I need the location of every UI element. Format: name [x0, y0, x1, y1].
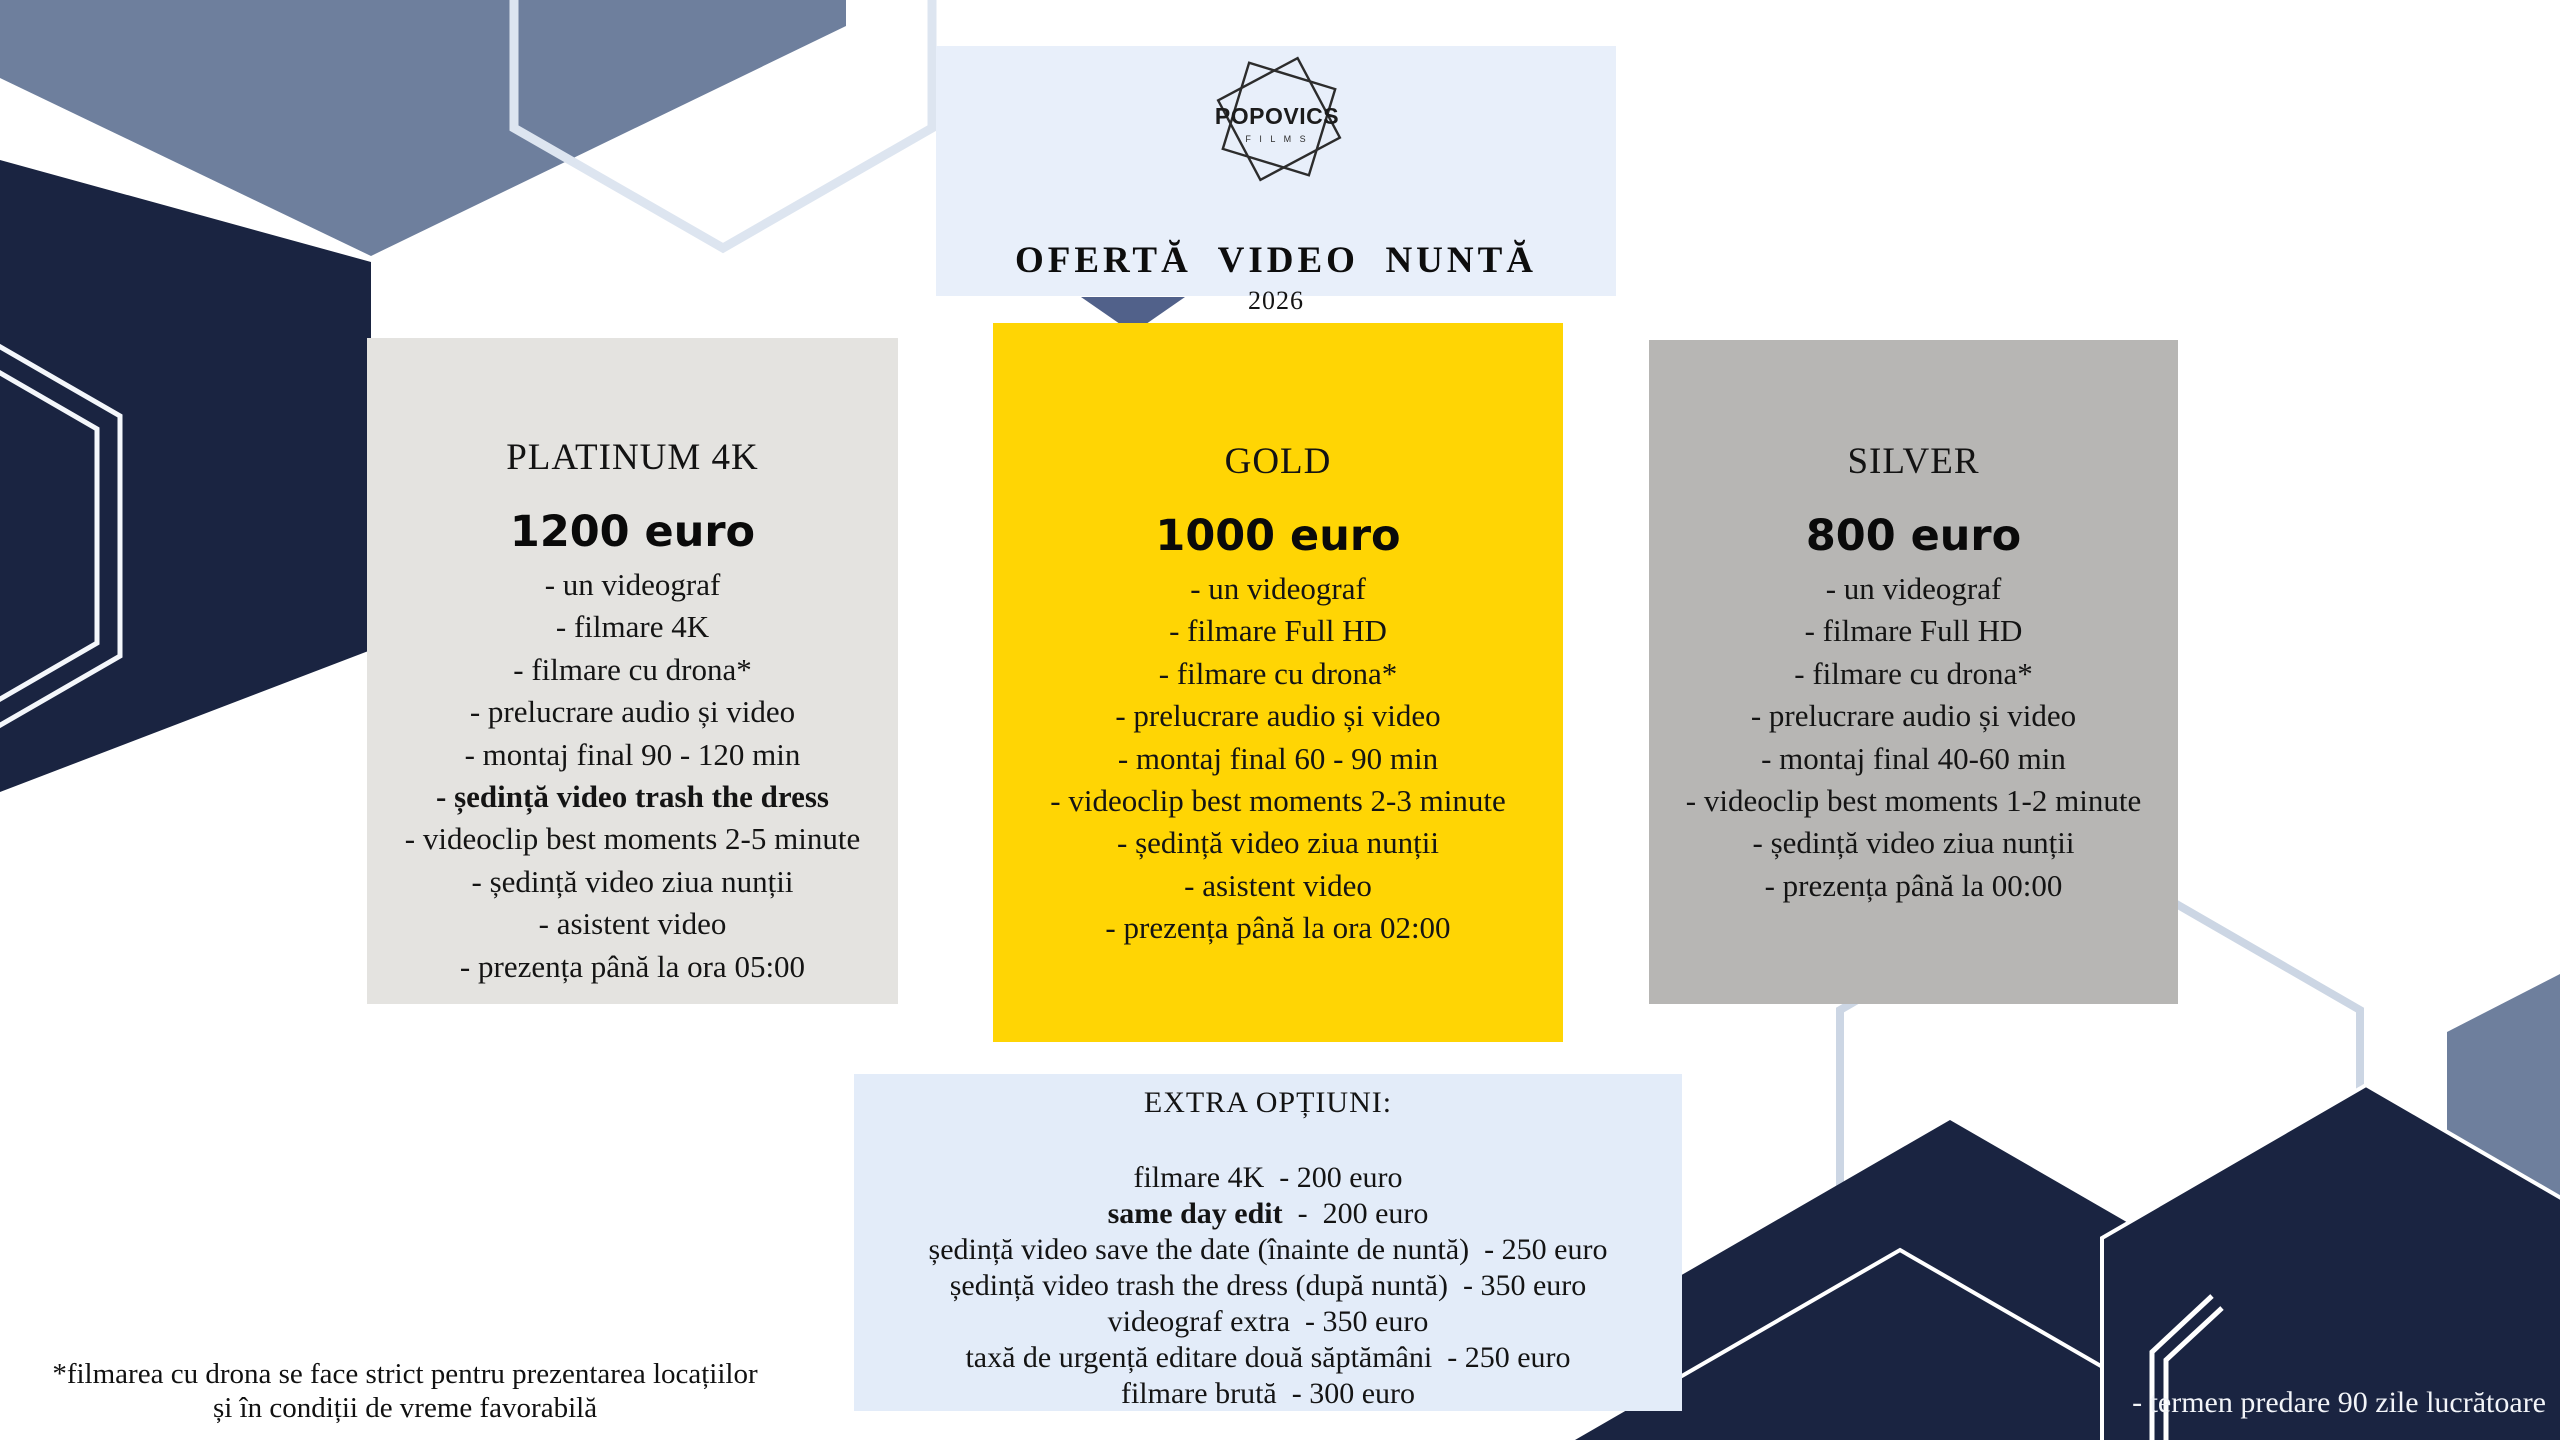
package-feature: - asistent video [1184, 867, 1372, 903]
package-feature: - prezența până la 00:00 [1764, 867, 2063, 903]
extra-option-label: videograf extra [1107, 1305, 1291, 1338]
package-feature: - prezența până la ora 02:00 [1105, 910, 1451, 946]
delivery-term-note: - termen predare 90 zile lucrătoare [2132, 1386, 2546, 1419]
package-feature: - ședință video ziua nunții [1752, 825, 2075, 861]
package-feature: - prezența până la ora 05:00 [459, 948, 806, 984]
extra-option [854, 1160, 1682, 1196]
package-feature: - ședință video ziua nunții [1117, 825, 1439, 861]
extra-option-price: - 200 euro [1264, 1161, 1403, 1194]
package-feature-list [367, 564, 898, 988]
navy-hexagon-left [0, 160, 371, 792]
package-feature: - videoclip best moments 2-3 minute [1050, 783, 1506, 819]
package-card-gold [993, 323, 1563, 1042]
offer-year: 2026 [1248, 286, 1304, 315]
extra-option-label: same day edit [1107, 1197, 1283, 1230]
extra-option-label: filmare 4K [1133, 1161, 1265, 1194]
package-feature: - filmare Full HD [1804, 613, 2023, 649]
package-name: GOLD [1224, 441, 1332, 482]
package-card-platinum [367, 338, 898, 1004]
package-feature: - filmare cu drona* [1158, 655, 1398, 691]
extra-option [854, 1268, 1682, 1304]
package-price: 1200 euro [509, 507, 756, 557]
logo-sub-text: F I L M S [1245, 134, 1309, 144]
package-feature: - prelucrare audio și video [469, 694, 796, 730]
extra-option-label: filmare brută [1120, 1377, 1277, 1410]
extra-option-label: taxă de urgență editare două săptămâni [965, 1341, 1433, 1374]
package-feature: - montaj final 90 - 120 min [464, 736, 801, 772]
package-feature: - videoclip best moments 2-5 minute [404, 821, 861, 857]
package-price: 1000 euro [1155, 511, 1401, 561]
package-feature-list [993, 568, 1563, 950]
package-feature: - filmare cu drona* [1794, 655, 2033, 691]
logo-brand-text: POPOVICS [1214, 103, 1340, 129]
extra-option-price: - 200 euro [1282, 1197, 1429, 1230]
extra-option-price: - 350 euro [1447, 1269, 1587, 1302]
extra-option-label: ședință video trash the dress (după nuntă) [949, 1269, 1448, 1302]
extra-options-box [854, 1074, 1682, 1411]
extra-option [854, 1376, 1682, 1412]
extra-options-list [854, 1160, 1682, 1412]
package-feature: - ședință video ziua nunții [471, 863, 794, 899]
extra-option-label: ședință video save the date (înainte de nuntă) [928, 1233, 1470, 1266]
extra-option [854, 1340, 1682, 1376]
extra-option-price: - 250 euro [1469, 1233, 1608, 1266]
offer-title: OFERTĂ VIDEO NUNTĂ [1014, 240, 1538, 281]
package-feature: - prelucrare audio și video [1750, 698, 2077, 734]
package-feature-list [1649, 568, 2178, 907]
drone-footnote [20, 1357, 790, 1425]
package-price: 800 euro [1805, 511, 2022, 561]
package-feature: - videoclip best moments 1-2 minute [1685, 783, 2142, 819]
package-feature: - un videograf [1825, 571, 2002, 606]
package-feature: - prelucrare audio și video [1115, 698, 1441, 734]
extra-option-price: - 350 euro [1290, 1305, 1429, 1338]
package-feature: - montaj final 40-60 min [1761, 740, 2066, 776]
drone-footnote-line1: *filmarea cu drona se face strict pentru prezentarea locațiilor [52, 1358, 758, 1390]
extra-option-price: - 250 euro [1432, 1341, 1571, 1374]
package-feature: - un videograf [544, 567, 721, 602]
extra-option [854, 1232, 1682, 1268]
header-box [936, 46, 1616, 315]
extra-option-price: - 300 euro [1276, 1377, 1416, 1410]
package-card-silver [1649, 340, 2178, 1004]
package-feature: - asistent video [538, 906, 727, 942]
extra-option [854, 1304, 1682, 1340]
popovics-films-logo [1188, 52, 1364, 208]
package-feature: - ședință video trash the dress [436, 779, 829, 815]
package-feature: - filmare 4K [555, 609, 710, 645]
extra-option [854, 1196, 1682, 1232]
package-feature: - filmare Full HD [1169, 613, 1387, 649]
drone-footnote-line2: și în condiții de vreme favorabilă [212, 1392, 598, 1424]
package-name: SILVER [1847, 441, 1980, 482]
package-feature: - montaj final 60 - 90 min [1117, 740, 1439, 776]
package-name: PLATINUM 4K [506, 437, 759, 478]
package-feature: - filmare cu drona* [513, 651, 752, 687]
package-feature: - un videograf [1190, 571, 1366, 606]
extra-options-title: EXTRA OPȚIUNI: [1143, 1086, 1393, 1119]
